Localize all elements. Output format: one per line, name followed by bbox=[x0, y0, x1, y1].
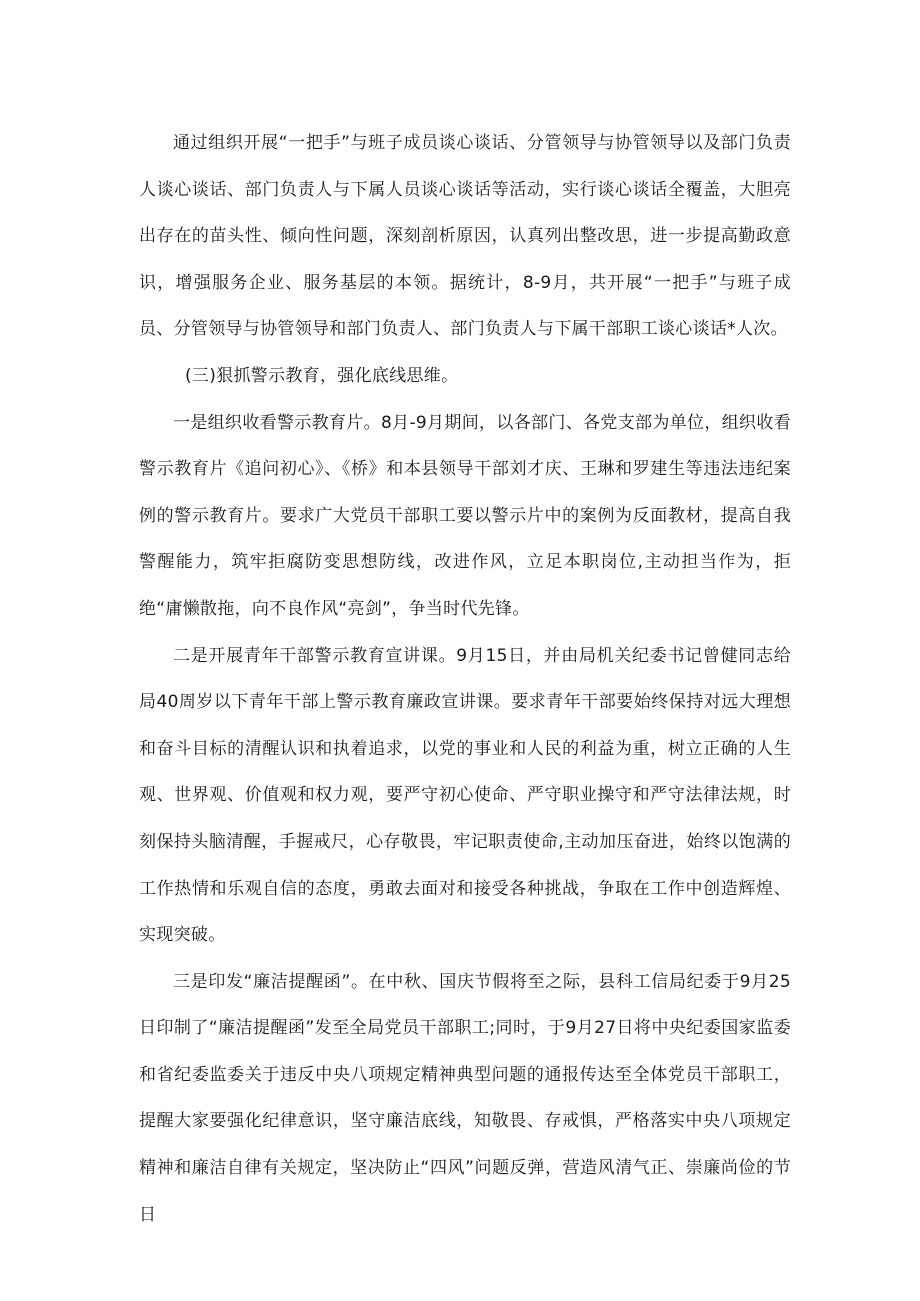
paragraph-talk-activities: 通过组织开展“一把手”与班子成员谈心谈话、分管领导与协管领导以及部门负责人谈心谈话、部门负责人与下属人员谈心谈话等活动，实行谈心谈话全覆盖，大胆亮出存在的苗头性、倾向性问题，深刻剖析原因，认真列出整改思，进一步提高勤政意识，增强服务企业、服务基层的本领。据统计，8-9月，共开展“一把手”与班子成员、分管领导与协管领导和部门负责人、部门负责人与下属干部职工谈心谈话*人次。 bbox=[139, 133, 791, 340]
paragraph-integrity-reminder: 三是印发“廉洁提醒函”。在中秋、国庆节假将至之际，县科工信局纪委于9月25日印制了“廉洁提醒函”发至全局党员干部职工;同时，于9月27日将中央纪委国家监委和省纪委监委关于违反中央八项规定精神典型问题的通报传达至全体党员干部职工，提醒大家要强化纪律意识，坚守廉洁底线，知敬畏、存戒惧，严格落实中央八项规定精神和廉洁自律有关规定，坚决防止“四风”问题反弹，营造风清气正、崇廉尚俭的节日 bbox=[139, 971, 791, 1225]
document-body bbox=[139, 120, 791, 1238]
section-heading-warning-education: (三)狠抓警示教育，强化底线思维。 bbox=[185, 365, 459, 386]
paragraph-warning-films: 一是组织收看警示教育片。8月-9月期间，以各部门、各党支部为单位，组织收看警示教育片《追问初心》、《桥》和本县领导干部刘才庆、王琳和罗建生等违法违纪案例的警示教育片。要求广大党员干部职工要以警示片中的案例为反面教材，提高自我警醒能力，筑牢拒腐防变思想防线，改进作风，立足本职岗位,主动担当作为，拒绝“庸懒散拖，向不良作风“亮剑”，争当时代先锋。 bbox=[139, 412, 791, 619]
paragraph-youth-lecture: 二是开展青年干部警示教育宣讲课。9月15日，并由局机关纪委书记曾健同志给局40周岁以下青年干部上警示教育廉政宣讲课。要求青年干部要始终保持对远大理想和奋斗目标的清醒认识和执着追求，以党的事业和人民的利益为重，树立正确的人生观、世界观、价值观和权力观，要严守初心使命、严守职业操守和严守法律法规，时刻保持头脑清醒，手握戒尺，心存敬畏，牢记职责使命,主动加压奋进，始终以饱满的工作热情和乐观自信的态度，勇敢去面对和接受各种挑战，争取在工作中创造辉煌、实现突破。 bbox=[139, 645, 791, 946]
